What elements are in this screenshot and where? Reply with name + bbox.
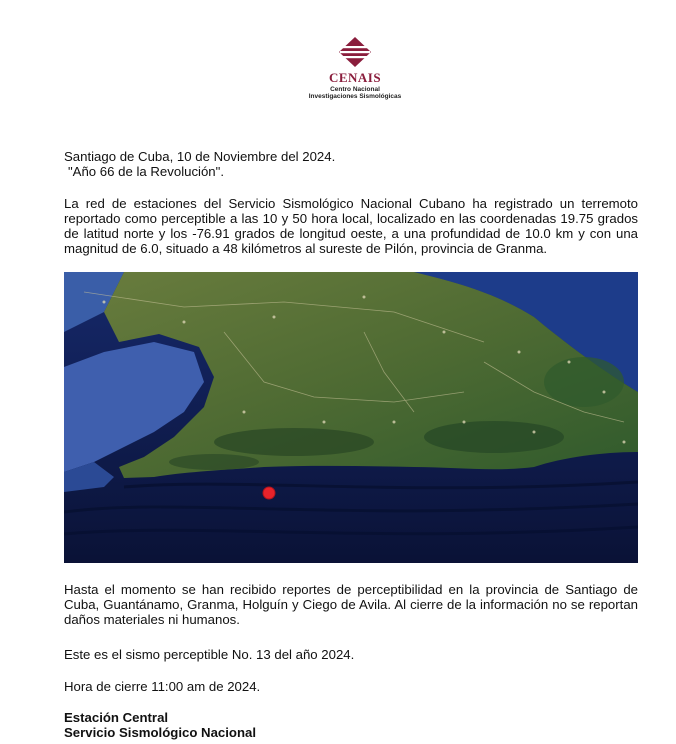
map-image — [64, 272, 638, 563]
logo-subtitle-2: Investigaciones Sismológicas — [308, 93, 402, 100]
place-date: Santiago de Cuba, 10 de Noviembre del 2024. — [64, 149, 336, 164]
logo-subtitle-1: Centro Nacional — [330, 86, 380, 93]
epicenter-map — [64, 272, 638, 563]
epicenter-marker-icon — [263, 487, 275, 499]
cenais-logo — [296, 36, 414, 100]
cenais-emblem-icon — [338, 36, 372, 68]
logo-org-name: CENAIS — [328, 70, 382, 85]
report-paragraph-3: Este es el sismo perceptible No. 13 del año 2024. — [64, 647, 355, 662]
signature-station: Estación Central — [64, 710, 169, 725]
report-paragraph-2: Hasta el momento se han recibido reportes de perceptibilidad en la provincia de Santiago de Cuba, Guantánamo, Granma, Holguín y Ciego de Avila. Al cierre de la información no se reportan daños materiales ni humanos. — [64, 582, 638, 627]
report-paragraph-4: Hora de cierre 11:00 am de 2024. — [64, 679, 261, 694]
report-paragraph-1: La red de estaciones del Servicio Sismológico Nacional Cubano ha registrado un terremoto reportado como perceptible a las 10 y 50 hora local, localizado en las coordenadas 19.75 grados de latitud norte y los -76.91 grados de longitud oeste, a una profundidad de 10.0 km y con una magnitud de 6.0, situado a 48 kilómetros al sureste de Pilón, provincia de Granma. — [64, 196, 638, 256]
motto: "Año 66 de la Revolución". — [68, 164, 224, 179]
signature-service: Servicio Sismológico Nacional — [64, 725, 257, 740]
